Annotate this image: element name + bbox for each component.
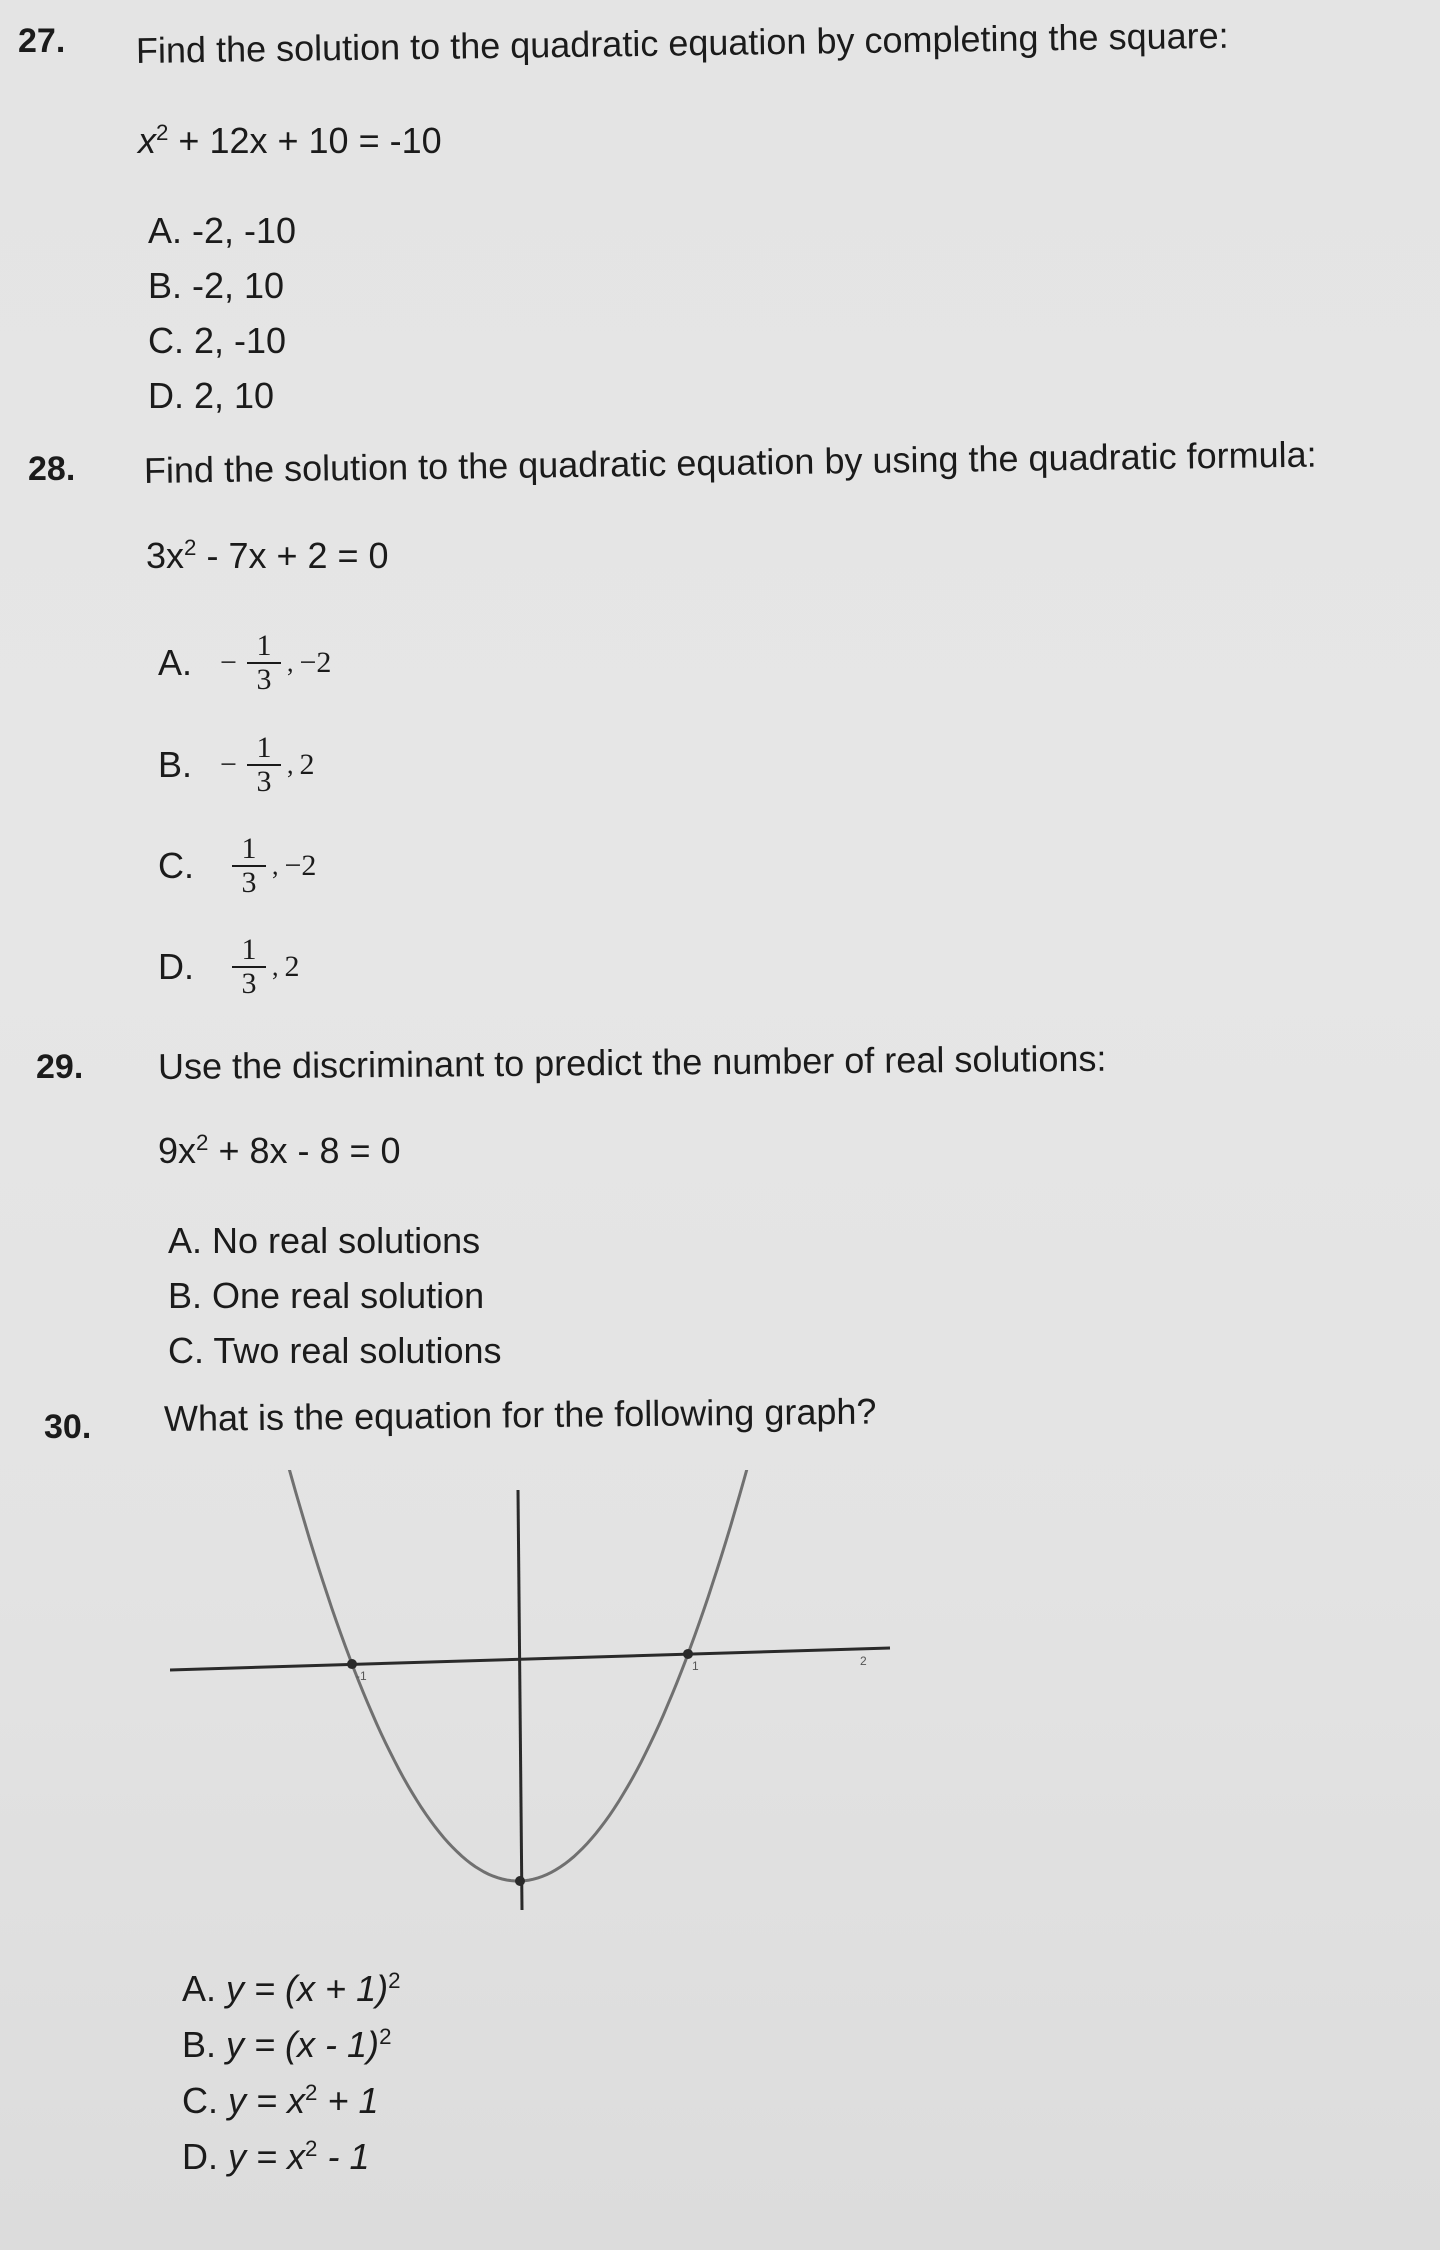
- question-29-number: 29.: [36, 1048, 84, 1086]
- option-letter: D.: [158, 946, 194, 987]
- question-30-option-c[interactable]: C. $y = x^2 + 1$: [182, 2080, 379, 2121]
- question-28-option-b[interactable]: B. − $\frac{1}{3}$ , 2: [158, 731, 315, 798]
- parabola-graph: [170, 1470, 910, 1920]
- question-30-option-d[interactable]: D. $y = x^2 - 1$: [182, 2136, 370, 2177]
- tick-label-2: 2: [860, 1653, 867, 1668]
- question-28-number: 28.: [28, 450, 76, 488]
- question-29-option-c[interactable]: C. Two real solutions: [168, 1330, 502, 1371]
- marked-point-0: [347, 1659, 357, 1669]
- fraction: $\frac{1}{3}$: [247, 630, 281, 696]
- x-axis: [170, 1648, 890, 1670]
- question-28-option-a[interactable]: A. − $\frac{1}{3}$ , −2: [158, 629, 332, 696]
- question-28-equation: $3x^2 - 7x + 2 = 0$: [146, 535, 389, 576]
- question-29-equation: $9x^2 + 8x - 8 = 0$: [158, 1130, 401, 1171]
- question-27-option-a[interactable]: A. -2, -10: [148, 210, 297, 251]
- question-30-option-b[interactable]: B. y = (x - 1)$^2$: [182, 2024, 392, 2065]
- question-30-number: 30.: [44, 1408, 92, 1446]
- question-29-option-b[interactable]: B. One real solution: [168, 1275, 485, 1316]
- question-27-option-b[interactable]: B. -2, 10: [148, 265, 285, 306]
- question-28-option-c[interactable]: C. $\frac{1}{3}$ , −2: [158, 832, 317, 899]
- question-27-number: 27.: [18, 22, 66, 60]
- tick-label-1: 1: [692, 1658, 699, 1673]
- fraction: $\frac{1}{3}$: [247, 732, 281, 798]
- option-letter: B.: [158, 744, 193, 785]
- y-axis: [518, 1490, 522, 1910]
- marked-point-1: [683, 1649, 693, 1659]
- question-30-prompt: What is the equation for the following graph?: [163, 1390, 877, 1439]
- marked-point-2: [515, 1876, 525, 1886]
- question-29-option-a[interactable]: A. No real solutions: [168, 1220, 481, 1261]
- question-29-prompt: Use the discriminant to predict the number of real solutions:: [157, 1037, 1107, 1087]
- question-27-option-d[interactable]: D. 2, 10: [148, 375, 275, 416]
- option-letter: C.: [158, 845, 194, 886]
- tick-label-0: -1: [356, 1669, 367, 1684]
- question-27-equation: $x^2 + 12x + 10 = -10$: [138, 120, 442, 161]
- question-28-option-d[interactable]: D. $\frac{1}{3}$ , 2: [158, 933, 300, 1000]
- question-27-prompt: Find the solution to the quadratic equation by completing the square:: [135, 14, 1229, 71]
- question-28-prompt: Find the solution to the quadratic equation by using the quadratic formula:: [143, 433, 1317, 491]
- fraction: $\frac{1}{3}$: [232, 934, 266, 1000]
- question-30-option-a[interactable]: A. $y = (x + 1)^2$: [182, 1968, 401, 2009]
- question-27-option-c[interactable]: C. 2, -10: [148, 320, 287, 361]
- fraction: $\frac{1}{3}$: [232, 833, 266, 899]
- option-letter: A.: [158, 642, 193, 683]
